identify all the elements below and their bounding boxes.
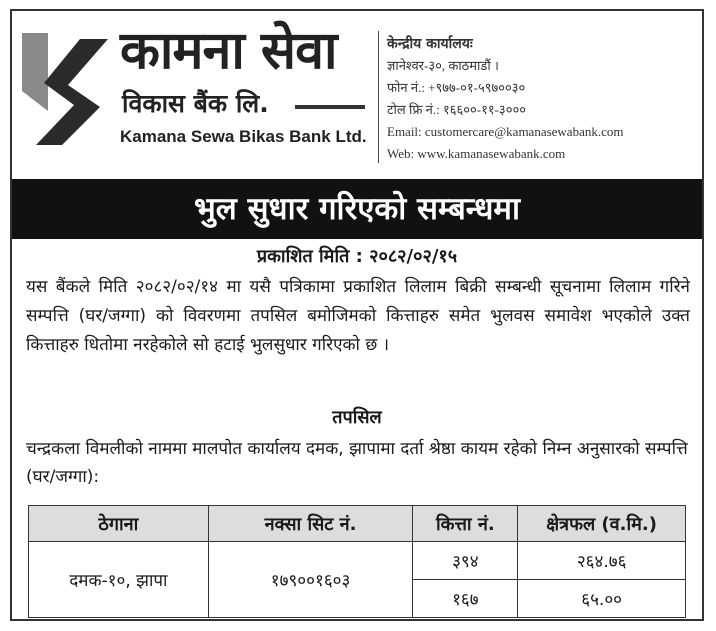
bank-name-nepali-sub: विकास बैंक लि. bbox=[122, 89, 269, 118]
table-row bbox=[29, 542, 686, 580]
bank-logo-icon bbox=[22, 33, 114, 149]
header-divider bbox=[378, 31, 379, 163]
property-table bbox=[28, 505, 686, 618]
logo-rule bbox=[295, 105, 365, 109]
contact-email: Email: customercare@kamanasewabank.com bbox=[387, 124, 624, 139]
cell-area: २६४.७६ bbox=[518, 542, 686, 580]
notice-title: भुल सुधार गरिएको सम्बन्धमा bbox=[12, 179, 702, 239]
notice-header bbox=[12, 11, 702, 175]
contact-phone: फोन नं.: +९७७-०१-५९७००३० bbox=[387, 80, 526, 95]
contact-web: Web: www.kamanasewabank.com bbox=[387, 146, 566, 161]
notice-body: यस बैंकले मिति २०८२/०२/१४ मा यसै पत्रिकामा प्रकाशित लिलाम बिक्री सम्बन्धी सूचनामा लिलाम गरिने सम्पत्ति (घर/जग्गा) को विवरणमा तपसिल बमोजिमको कित्ताहरु समेत भुलवस समावेश भएकोले उक्त कित्ताहरु धितोमा नरहेकोले सो हटाई भुलसुधार गरिएको छ । bbox=[26, 277, 690, 355]
cell-kitta: १६७ bbox=[413, 580, 518, 618]
cell-area: ६५.०० bbox=[518, 580, 686, 618]
contact-tollfree: टोल फ्रि नं.: १६६००-११-३००० bbox=[387, 102, 526, 117]
contact-block bbox=[387, 33, 623, 165]
schedule-text: चन्द्रकला विमलीको नाममा मालपोत कार्यालय दमक, झापामा दर्ता श्रेष्ठा कायम रहेको निम्न अनुसारको सम्पत्ति (घर/जग्गा): bbox=[26, 439, 688, 487]
notice-frame bbox=[10, 9, 704, 621]
schedule-title: तपसिल bbox=[332, 407, 382, 428]
published-date: प्रकाशित मिति : २०८२/०२/१५ bbox=[256, 246, 458, 267]
table-header-row bbox=[29, 506, 686, 542]
header-map-sheet: नक्सा सिट नं. bbox=[208, 506, 413, 542]
contact-heading: केन्द्रीय कार्यालयः bbox=[387, 36, 473, 52]
header-area: क्षेत्रफल (व.मि.) bbox=[518, 506, 686, 542]
bank-name-nepali: कामना सेवा bbox=[120, 21, 337, 81]
contact-address: ज्ञानेश्वर-३०, काठमाडौं । bbox=[387, 58, 499, 73]
cell-map-sheet: १७९००१६०३ bbox=[208, 542, 413, 618]
cell-kitta: ३९४ bbox=[413, 542, 518, 580]
header-kitta: कित्ता नं. bbox=[413, 506, 518, 542]
cell-address: दमक-१०, झापा bbox=[29, 542, 209, 618]
header-address: ठेगाना bbox=[29, 506, 209, 542]
bank-name-english: Kamana Sewa Bikas Bank Ltd. bbox=[120, 127, 367, 146]
